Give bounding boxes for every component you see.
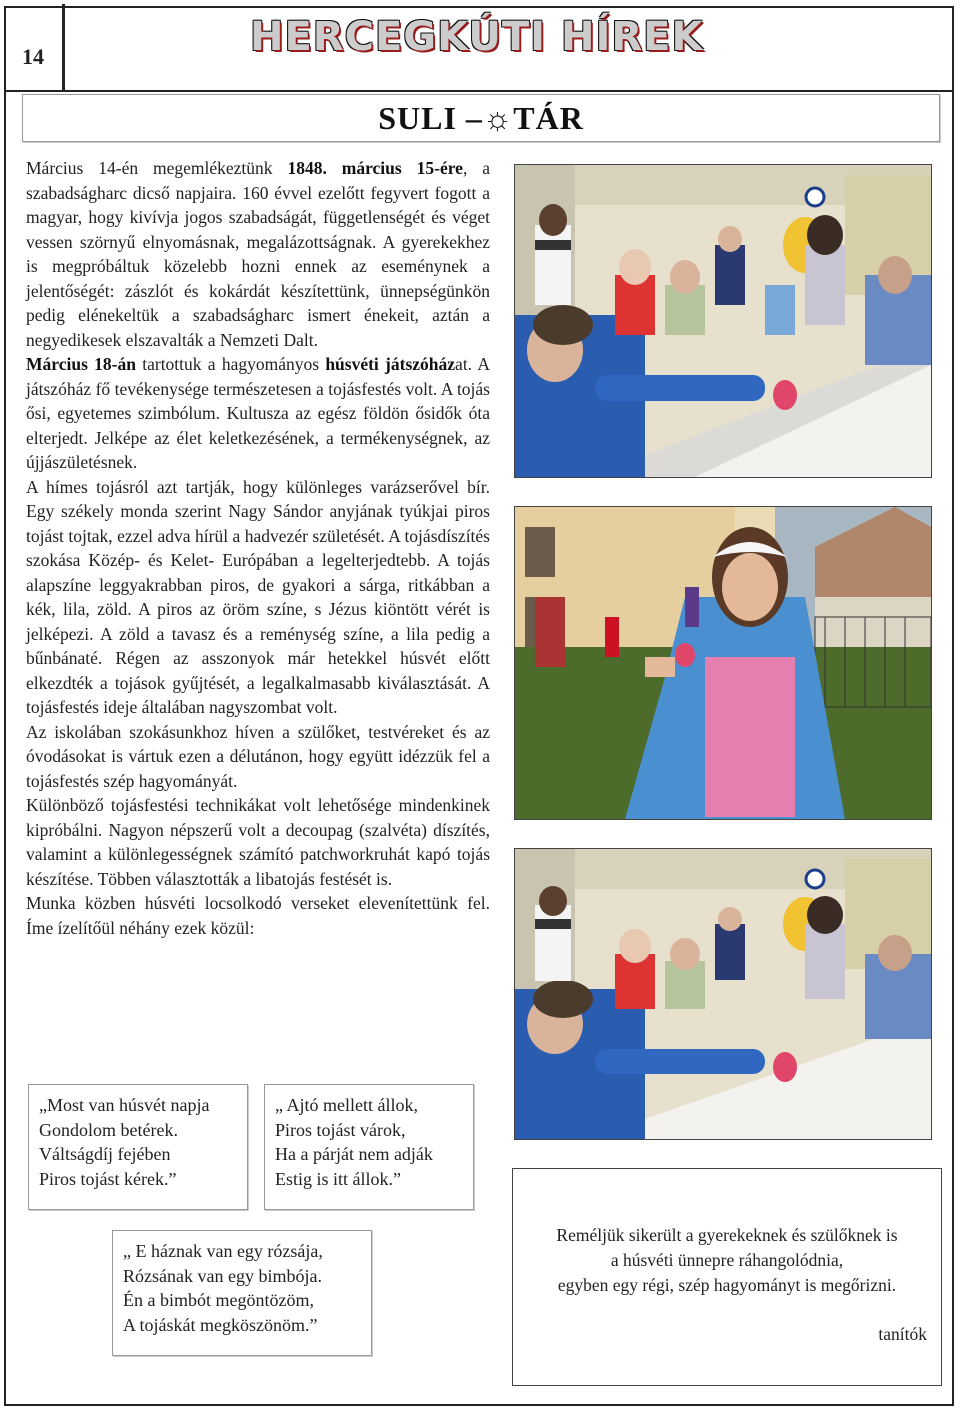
article-paragraph: [26, 720, 490, 794]
signature: tanítók: [878, 1324, 927, 1344]
text-run: A hímes tojásról azt tartják, hogy különleges varázserővel bír. Egy székely monda szerint Nagy Sándor anyjának tyúkjai piros tojást tojtak, ezzel adva hírül a hadvezér születését. A tojásdíszítés szokása Közép- és Kelet- Európában a legelterjedtebb. A tojás alapszíne leggyakrabban piros, de gyakori a sárga, ritkábban a kék, lila, zöld. A piros az öröm színe, s Jézus kiöntött vérét is jelképezi. A zöld a tavasz és a reménység színe, a lila pedig a bűnbánaté. Régen az asszonyok már hetekkel húsvét előtt elkezdték a tojások gyűjtését, a legalkalmasabb kiválasztását. A tojásfestés ideje általában nagyszombat volt.: [26, 476, 490, 717]
article-paragraph: [26, 156, 490, 352]
bold-text: Március 18-án: [26, 354, 136, 374]
poem-box-2: „ Ajtó mellett állok, Piros tojást várok, Ha a párját nem adják Estig is itt állok.”: [264, 1084, 474, 1210]
text-run: Március 14-én megemlékeztünk: [26, 158, 288, 178]
newspaper-masthead: HERCEGKÚTI HÍREK: [250, 14, 704, 60]
closing-line-1: Reméljük sikerült a gyerekeknek és szülőknek is: [556, 1225, 898, 1245]
closing-box: [512, 1168, 942, 1386]
article-paragraph: [26, 793, 490, 891]
closing-line-2: a húsvéti ünnepre ráhangolódnia,: [610, 1250, 844, 1270]
photo-classroom-egg-painting: [514, 164, 932, 478]
text-run: at. A játszóház fő tevékenysége természetesen a tojásfestés volt. A tojás ősi, egyetemes szimbólum. Kultusza az egész földön ősidők óta elterjedt. Jelképe az élet keletkezésének, a termékenységnek, az újjászületésnek.: [26, 354, 490, 472]
poem-box-1: „Most van húsvét napja Gondolom betérek. Váltságdíj fejében Piros tojást kérek.”: [28, 1084, 248, 1210]
section-title: SULI –☼TÁR: [378, 99, 584, 136]
photo-girl-with-egg: [514, 506, 932, 820]
header-rule: [4, 90, 954, 92]
section-banner: [22, 94, 940, 142]
bold-text: 1848. március 15-ére: [287, 158, 463, 178]
text-run: , a szabadságharc dicső napjaira. 160 évvel ezelőtt fegyvert fogott a magyar, hogy kivívja jogos szabadságát, függetlenségét és véget vessen szörnyű elnyomásnak, megalázottságnak. A gyerekekhez is megpróbáltuk közelebb hozni ennek az eseménynek a jelentőségét: zászlót és kokárdát készítettünk, ünnepségünkön pedig elénekeltük a szabadságharc ismert énekeit, aztán a negyedikesek elszavalták a Nemzeti Dalt.: [26, 158, 490, 350]
text-run: tartottuk a hagyományos: [135, 354, 326, 374]
article-paragraph: [26, 475, 490, 720]
poem-box-3: „ E háznak van egy rózsája, Rózsának van egy bimbója. Én a bimbót megöntözöm, A tojáskát megköszönöm.”: [112, 1230, 372, 1356]
page-number: 14: [22, 44, 44, 69]
article-paragraph: [26, 352, 490, 475]
header-divider: [62, 4, 65, 92]
text-run: Az iskolában szokásunkhoz híven a szülőket, testvéreket és az óvodásokat is vártuk ezen a délutánon, hogy együtt idézzük fel a tojásfestés szép hagyományát.: [26, 721, 490, 791]
article-body: [26, 156, 490, 940]
text-run: Különböző tojásfestési technikákat volt lehetősége mindenkinek kipróbálni. Nagyon népszerű volt a decoupag (szalvéta) díszítés, valamint a különlegességnek számító patchworkruhát kapó tojás készítése. Többen választották a libatojás festését is.: [26, 795, 490, 889]
article-paragraph: [26, 891, 490, 940]
photo-classroom-egg-painting-2: [514, 848, 932, 1140]
text-run: Munka közben húsvéti locsolkodó verseket elevenítettünk fel. Íme ízelítőül néhány ezek közül:: [26, 893, 490, 938]
bold-text: húsvéti játszóház: [325, 354, 456, 374]
closing-line-3: egyben egy régi, szép hagyományt is megőrizni.: [557, 1275, 897, 1295]
